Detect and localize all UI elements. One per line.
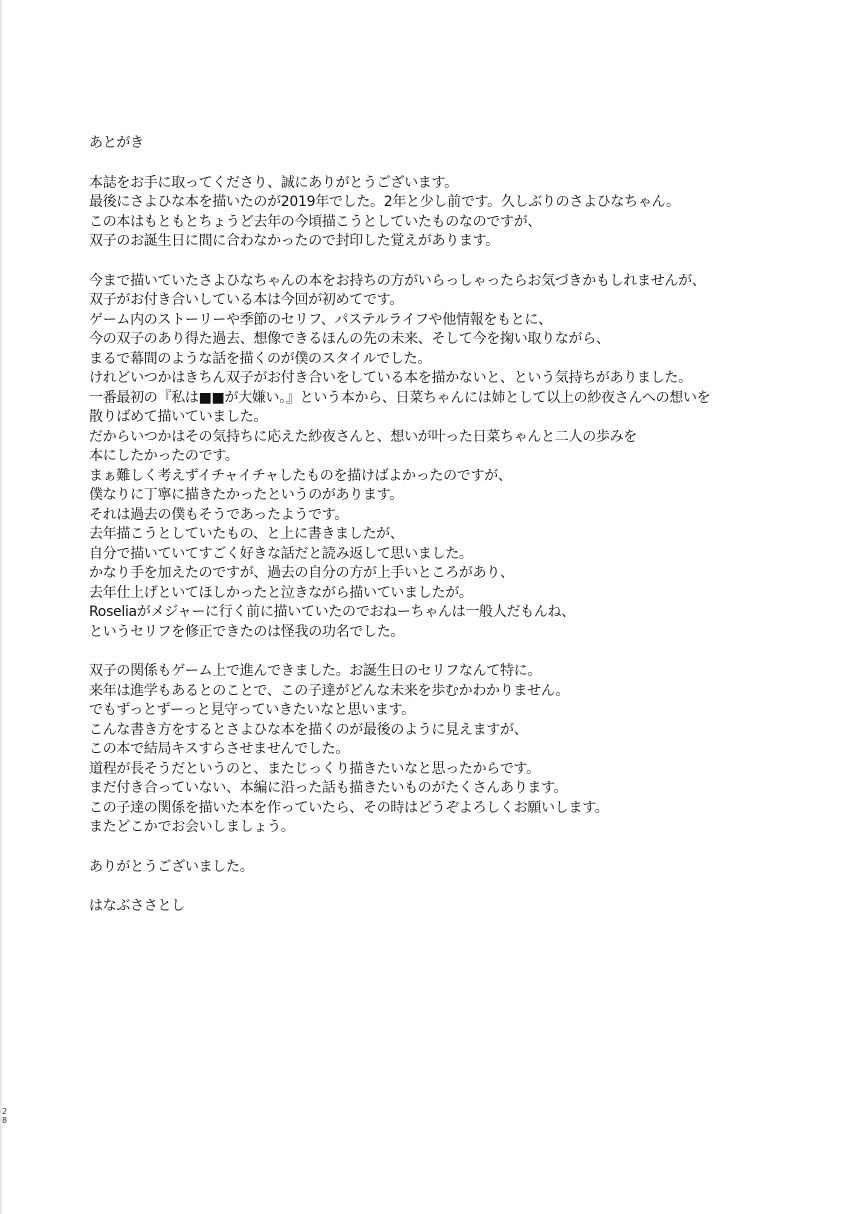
text-line: それは過去の僕もそうであったようです。: [89, 506, 349, 523]
text-line: けれどいつかはきちん双子がお付き合いをしている本を描かないと、という気持ちがありました。: [89, 370, 692, 386]
text-line: ゲーム内のストーリーや季節のセリフ、パステルライフや他情報をもとに、: [89, 311, 552, 328]
text-line: 去年描こうとしていたもの、と上に書きましたが、: [89, 526, 404, 542]
text-line: 本にしたかったのです。: [89, 448, 239, 464]
text-line: 双子の関係もゲーム上で進んできました。お誕生日のセリフなんて特に。: [89, 663, 542, 679]
paragraph-2: [89, 272, 819, 643]
text-line: この本はもともとちょうど去年の今頃描こうとしていたものなのですが、: [89, 213, 542, 230]
spacer: [89, 877, 819, 897]
text-line: この本で結局キスすらさせませんでした。: [89, 741, 350, 757]
text-line: 双子がお付き合いしている本は今回が初めてです。: [89, 292, 403, 308]
text-line: 今まで描いていたさよひなちゃんの本をお持ちの方がいらっしゃったらお気づきかもしれませんが、: [89, 272, 706, 289]
spacer: [89, 642, 819, 662]
page-edge-shadow: [0, 0, 3, 1214]
text-line: まるで幕間のような話を描くのが僕のスタイルでした。: [89, 350, 432, 367]
text-line: 散りばめて描いていました。: [89, 409, 268, 425]
text-line: 最後にさよひな本を描いたのが2019年でした。2年と少し前です。久しぶりのさよひなちゃん。: [89, 194, 680, 210]
author-signature: はなぶささとし: [89, 898, 185, 914]
text-line: この子達の関係を描いた本を作っていたら、その時はどうぞよろしくお願いします。: [89, 799, 609, 816]
text-line: でもずっとずーっと見守っていきたいなと思います。: [89, 702, 415, 718]
spacer: [89, 838, 819, 858]
text-line: 一番最初の『私は■■が大嫌い。』という本から、日菜ちゃんには姉として以上の紗夜さんへの想いを: [89, 389, 711, 406]
text-line: Roseliaがメジャーに行く前に描いていたのでおねーちゃんは一般人だもんね、: [89, 604, 575, 620]
text-line: またどこかでお会いしましょう。: [89, 819, 295, 835]
text-line: 自分で描いていてすごく好きな話だと読み返して思いました。: [89, 545, 473, 562]
text-line: というセリフを修正できたのは怪我の功名でした。: [89, 623, 405, 640]
text-line: 双子のお誕生日に間に合わなかったので封印した覚えがあります。: [89, 233, 499, 249]
text-line: まぁ難しく考えずイチャイチャしたものを描けばよかったのですが、: [89, 467, 512, 484]
spacer: [89, 252, 819, 272]
text-line: 今の双子のあり得た過去、想像できるほんの先の未来、そして今を掬い取りながら、: [89, 331, 610, 347]
text-line: 去年仕上げといてほしかったと泣きながら描いていましたが。: [89, 584, 473, 601]
page-number-digit: 2: [2, 1107, 8, 1116]
text-line: こんな書き方をするとさよひな本を描くのが最後のように見えますが、: [89, 721, 528, 738]
page-number: [2, 1107, 10, 1125]
afterword-text: [89, 134, 819, 917]
text-line: まだ付き合っていない、本編に沿った話も描きたいものがたくさんあります。: [89, 780, 568, 796]
text-line: 本誌をお手に取ってくださり、誠にありがとうございます。: [89, 174, 458, 191]
paragraph-1: [89, 174, 819, 252]
paragraph-3: [89, 662, 819, 838]
text-line: だからいつかはその気持ちに応えた紗夜さんと、想いが叶った日菜ちゃんと二人の歩みを: [89, 428, 637, 445]
spacer: [89, 154, 819, 174]
text-line: 僕なりに丁寧に描きたかったというのがあります。: [89, 487, 403, 503]
afterword-heading: あとがき: [89, 135, 144, 151]
text-line: かなり手を加えたのですが、過去の自分の方が上手いところがあり、: [89, 565, 514, 581]
page-number-digit: 8: [2, 1116, 8, 1125]
text-line: 来年は進学もあるとのことで、この子達がどんな未来を歩むかわかりません。: [89, 682, 570, 699]
thanks-line: ありがとうございました。: [89, 858, 254, 875]
text-line: 道程が長そうだというのと、またじっくり描きたいなと思ったからです。: [89, 760, 540, 777]
